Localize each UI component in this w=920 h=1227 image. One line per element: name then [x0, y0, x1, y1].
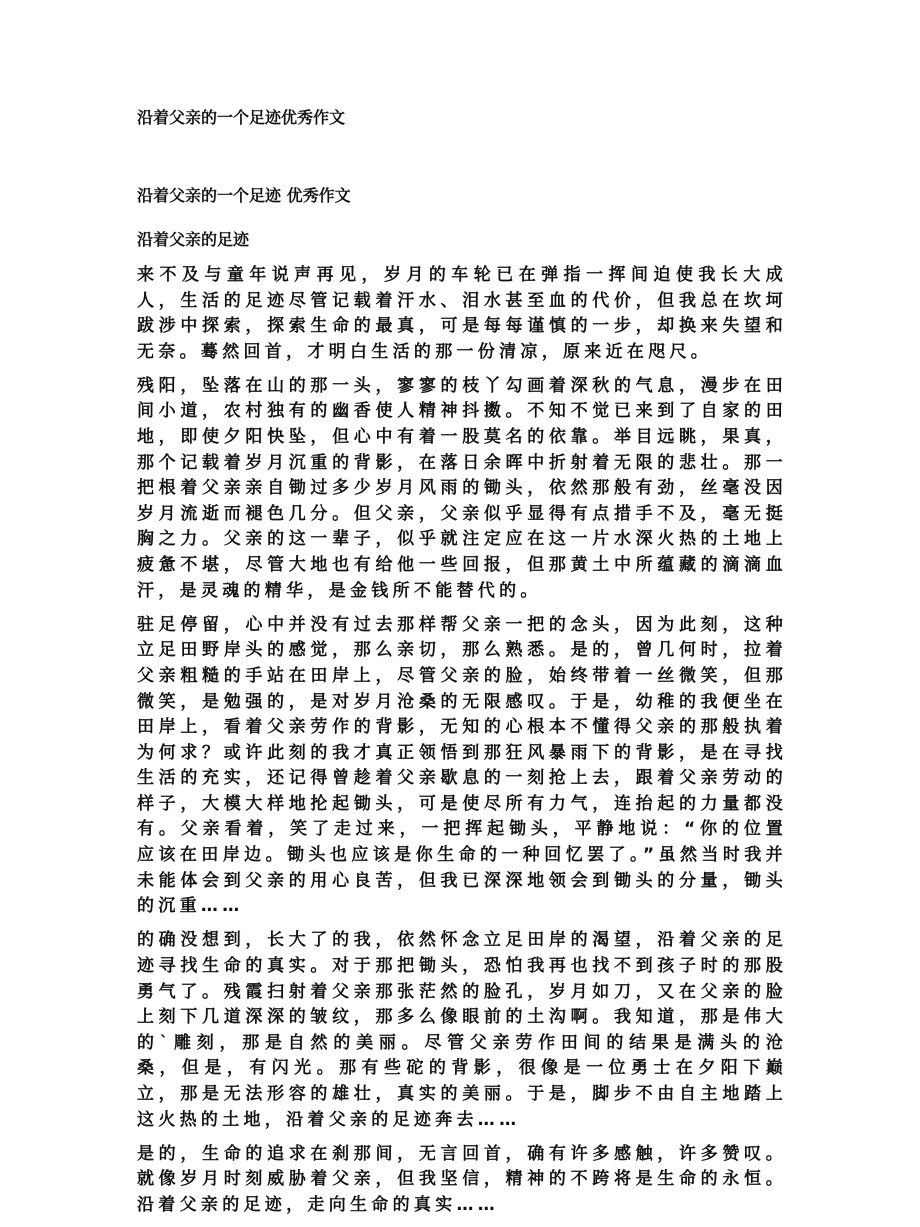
paragraph: 驻足停留，心中并没有过去那样帮父亲一把的念头，因为此刻，这种立足田野岸头的感觉，那么亲切，那么熟悉。是的，曾几何时，拉着父亲粗糙的手站在田岸上，尽管父亲的脸，始终带着一丝微笑，但那微笑，是勉强的，是对岁月沧桑的无限感叹。于是，幼稚的我便坐在田岸上，看着父亲劳作的背影，无知的心根本不懂得父亲的那般执着为何求？或许此刻的我才真正领悟到那狂风暴雨下的背影，是在寻找生活的充实，还记得曾趁着父亲歇息的一刻抢上去，跟着父亲劳动的样子，大模大样地抡起锄头，可是使尽所有力气，连抬起的力量都没有。父亲看着，笑了走过来，一把挥起锄头，平静地说：“你的位置应该在田岸边。锄头也应该是你生命的一种回忆罢了。”虽然当时我并未能体会到父亲的用心良苦，但我已深深地领会到锄头的分量，锄头的沉重…… — [137, 614, 787, 917]
paragraph: 的确没想到，长大了的我，依然怀念立足田岸的渴望，沿着父亲的足迹寻找生命的真实。对于那把锄头，恐怕我再也找不到孩子时的那股勇气了。残霞扫射着父亲那张茫然的脸孔，岁月如刀，又在父亲的脸上刻下几道深深的皱纹，那多么像眼前的土沟啊。我知道，那是伟大的`雕刻，那是自然的美丽。尽管父亲劳作田间的结果是满头的沧桑，但是，有闪光。那有些砣的背影，很像是一位勇士在夕阳下巅立，那是无法形容的雄壮，真实的美丽。于是，脚步不由自主地踏上这火热的土地，沿着父亲的足迹奔去…… — [137, 930, 787, 1130]
paragraph: 是的，生命的追求在刹那间，无言回首，确有许多感触，许多赞叹。就像岁月时刻威胁着父亲，但我坚信，精神的不跨将是生命的永恒。沿着父亲的足迹，走向生命的真实…… — [137, 1143, 787, 1215]
article-heading: 沿着父亲的一个足迹 优秀作文 — [137, 186, 351, 205]
article-body — [137, 263, 787, 1227]
paragraph: 来不及与童年说声再见，岁月的车轮已在弹指一挥间迫使我长大成人，生活的足迹尽管记载着汗水、泪水甚至血的代价，但我总在坎坷跋涉中探索，探索生命的最真，可是每每谨慎的一步，却换来失望和无奈。蓦然回首，才明白生活的那一份清凉，原来近在咫尺。 — [137, 265, 787, 362]
article-subheading: 沿着父亲的足迹 — [137, 230, 250, 249]
document-title: 沿着父亲的一个足迹优秀作文 — [137, 108, 346, 127]
paragraph: 残阳，坠落在山的那一头，寥寥的枝丫勾画着深秋的气息，漫步在田间小道，农村独有的幽香使人精神抖擞。不知不觉已来到了自家的田地，即使夕阳快坠，但心中有着一股莫名的依靠。举目远眺，果真，那个记载着岁月沉重的背影，在落日余晖中折射着无限的悲壮。那一把根着父亲亲自锄过多少岁月风雨的锄头，依然那般有劲，丝毫没因岁月流逝而褪色几分。但父亲，父亲似乎显得有点措手不及，毫无挺胸之力。父亲的这一辈子，似乎就注定应在这一片水深火热的土地上疲惫不堪，尽管大地也有给他一些回报，但那黄土中所蕴藏的滴滴血汗，是灵魂的精华，是金钱所不能替代的。 — [137, 375, 787, 601]
